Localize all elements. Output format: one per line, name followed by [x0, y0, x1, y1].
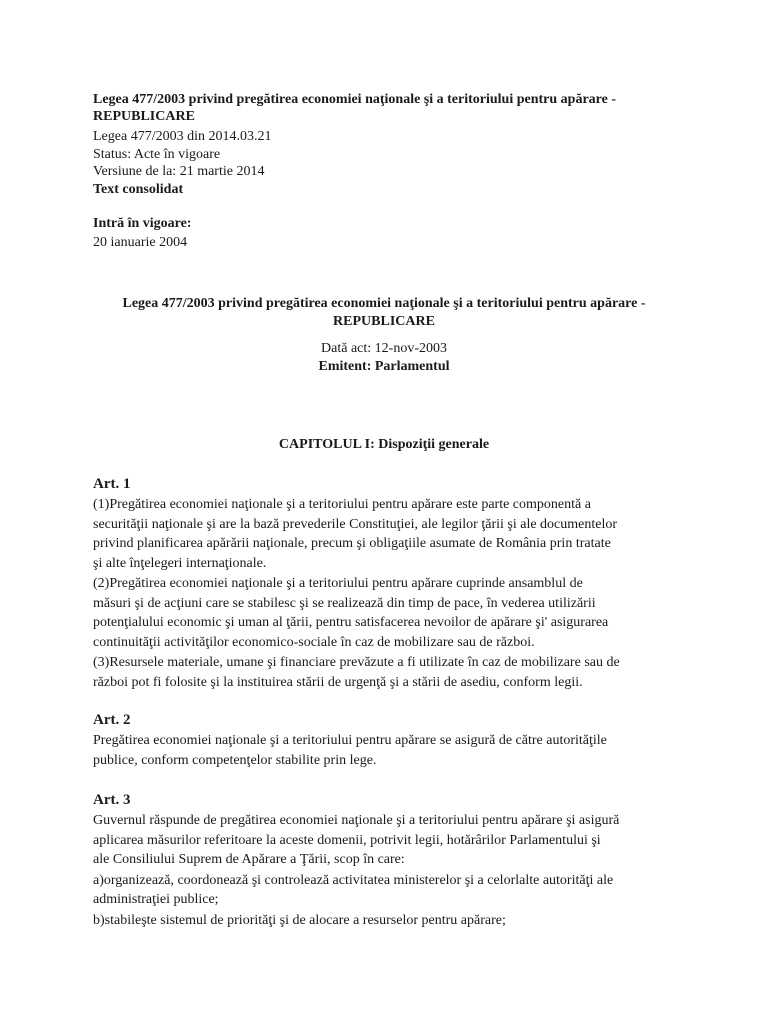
article-3-item-b: b)stabileşte sistemul de priorităţi şi de alocare a resurselor pentru apărare; — [93, 912, 506, 928]
consolidated-label: Text consolidat — [93, 181, 184, 197]
article-1-paragraph-2: (2)Pregătirea economiei naţionale şi a teritoriului pentru apărare cuprinde ansamblul de măsuri şi de acţiuni care se stabilesc şi se realizează din timp de pace, în vederea utilizării potenţialului economic şi uman al ţării, pentru satisfacerea nevoilor de apărare şi' asigurarea continuităţii activităţilor economico-sociale în caz de mobilizare sau de război. — [93, 576, 609, 650]
act-title-line1: Legea 477/2003 privind pregătirea economiei naţionale şi a teritoriului pentru apărare - — [122, 296, 646, 311]
article-2-paragraph-1: Pregătirea economiei naţionale şi a teritoriului pentru apărare se asigură de către autorităţile publice, conform competenţelor stabilite prin lege. — [93, 733, 607, 768]
article-1 — [93, 475, 693, 693]
article-1-paragraph-1: (1)Pregătirea economiei naţionale şi a teritoriului pentru apărare este parte componentă a securităţii naţionale şi are la bază prevederile Constituţiei, ale legilor ţării şi ale documentelor privind planificarea apărării naţionale, precum şi obligaţiile asumate de România prin tratate şi alte înţelegeri internaţionale. — [93, 497, 618, 571]
version-line: Versiune de la: 21 martie 2014 — [93, 164, 265, 179]
document-header — [93, 91, 689, 251]
status-line: Status: Acte în vigoare — [93, 146, 221, 162]
article-3-heading: Art. 3 — [93, 792, 131, 808]
document-title: Legea 477/2003 privind pregătirea economiei naţionale şi a teritoriului pentru apărare - REPUBLICARE — [93, 92, 617, 124]
act-issuer: Emitent: Parlamentul — [318, 358, 450, 374]
act-date: Dată act: 12-nov-2003 — [321, 341, 447, 356]
law-line: Legea 477/2003 din 2014.03.21 — [93, 129, 272, 144]
article-2-heading: Art. 2 — [93, 712, 131, 728]
act-title — [80, 295, 688, 330]
document-meta — [93, 128, 689, 198]
article-3-item-a: a)organizează, coordonează şi controlează activitatea ministerelor şi a celorlalte autorităţi ale administraţiei publice; — [93, 872, 614, 907]
in-force-label: Intră în vigoare: — [93, 216, 192, 231]
article-3 — [93, 791, 693, 931]
article-1-heading: Art. 1 — [93, 476, 131, 492]
act-title-line2: REPUBLICARE — [333, 313, 435, 329]
article-2 — [93, 711, 693, 771]
chapter-title: CAPITOLUL I: Dispoziţii generale — [278, 437, 490, 452]
article-3-paragraph-1: Guvernul răspunde de pregătirea economiei naţionale şi a teritoriului pentru apărare şi asigură aplicarea măsurilor referitoare la aceste domenii, potrivit legii, hotărârilor Parlamentului şi ale Consiliului Suprem de Apărare a Ţării, scop în care: — [93, 813, 620, 867]
in-force-date: 20 ianuarie 2004 — [93, 234, 188, 250]
act-meta — [80, 340, 688, 375]
article-1-paragraph-3: (3)Resursele materiale, umane şi financiare prevăzute a fi utilizate în caz de mobilizare sau de război pot fi folosite şi la instituirea stării de urgenţă şi a stării de asediu, conform legii. — [93, 655, 620, 690]
